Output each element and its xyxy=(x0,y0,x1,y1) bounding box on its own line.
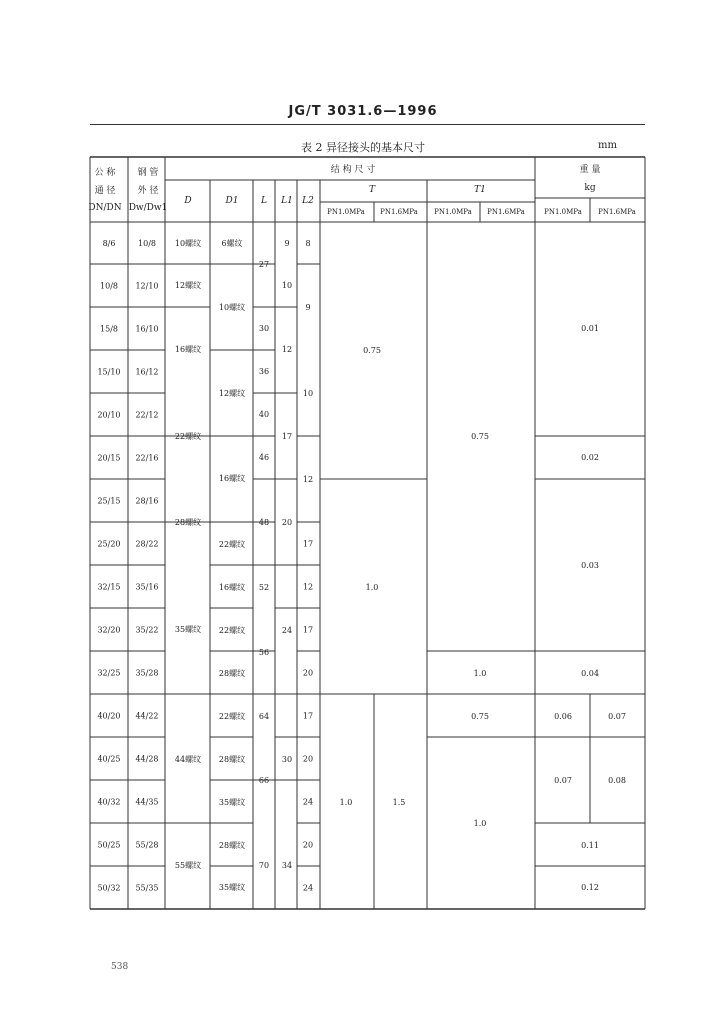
cell-dw: 28/22 xyxy=(135,539,159,549)
cell-L1: 24 xyxy=(281,626,293,635)
head-T: T xyxy=(368,185,376,195)
cell-D: 22螺纹 xyxy=(174,432,202,441)
cell-dn: 50/32 xyxy=(97,883,121,893)
cell-L: 56 xyxy=(258,648,270,657)
standard-header: JG/T 3031.6—1996 xyxy=(288,104,438,119)
cell-L: 46 xyxy=(258,453,270,462)
cell-dn: 20/15 xyxy=(97,453,121,463)
cell-L2: 9 xyxy=(305,303,311,312)
cell-dw: 28/16 xyxy=(135,496,159,506)
head-D1: D1 xyxy=(225,196,239,206)
cell-dw: 22/16 xyxy=(135,453,159,463)
cell-dw: 35/28 xyxy=(135,668,159,678)
cell-dn: 32/15 xyxy=(97,582,121,592)
cell-D1: 16螺纹 xyxy=(218,474,246,483)
cell-T: 1.5 xyxy=(392,798,406,807)
cell-L: 9 xyxy=(284,239,290,248)
head-weight-unit: kg xyxy=(584,183,596,193)
cell-weight: 0.02 xyxy=(581,453,599,462)
cell-weight: 0.12 xyxy=(581,883,599,892)
head-dw-1: 钢 管 xyxy=(137,168,159,178)
cell-D1: 16螺纹 xyxy=(218,583,246,592)
cell-L: 64 xyxy=(258,712,270,721)
cell-dn: 32/25 xyxy=(97,668,121,678)
cell-dn: 15/8 xyxy=(100,324,118,334)
cell-dn: 25/15 xyxy=(97,496,121,506)
cell-dw: 12/10 xyxy=(135,281,159,291)
table-caption: 表 2 异径接头的基本尺寸 xyxy=(301,141,425,154)
cell-L: 27 xyxy=(258,260,270,269)
cell-T1: 0.75 xyxy=(471,712,489,721)
cell-dn: 20/10 xyxy=(97,410,121,420)
cell-dw: 16/12 xyxy=(135,367,159,377)
head-weight-group: 重 量 xyxy=(579,165,601,175)
cell-D: 35螺纹 xyxy=(174,625,202,634)
cell-L2: 20 xyxy=(302,754,314,764)
cell-L2: 20 xyxy=(302,840,314,850)
cell-L2: 24 xyxy=(302,797,314,807)
head-T1-pn10: PN1.0MPa xyxy=(434,208,472,216)
cell-D1: 35螺纹 xyxy=(218,798,246,807)
cell-dn: 32/20 xyxy=(97,625,121,635)
cell-D: 28螺纹 xyxy=(174,518,202,527)
cell-L2: 17 xyxy=(302,539,314,549)
cell-T1: 0.75 xyxy=(471,432,489,441)
cell-weight: 0.07 xyxy=(554,776,572,785)
cell-dw: 35/16 xyxy=(135,582,159,592)
cell-dn: 25/20 xyxy=(97,539,121,549)
page-number: 538 xyxy=(111,962,129,972)
cell-L: 48 xyxy=(258,518,270,527)
table-cells xyxy=(88,163,635,893)
head-dn-3: DN/DN xyxy=(88,203,122,213)
cell-L2: 10 xyxy=(302,389,314,398)
cell-weight: 0.03 xyxy=(581,561,599,570)
cell-L: 40 xyxy=(258,410,270,419)
head-D: D xyxy=(184,196,192,206)
cell-D1: 10螺纹 xyxy=(218,303,246,312)
cell-dw: 44/22 xyxy=(135,711,159,721)
table-unit: mm xyxy=(598,140,617,151)
cell-L: 66 xyxy=(258,776,270,785)
cell-dw: 44/28 xyxy=(135,754,159,764)
cell-T1: 1.0 xyxy=(473,669,487,678)
cell-dn: 8/6 xyxy=(102,239,116,248)
cell-D1: 28螺纹 xyxy=(218,755,246,764)
head-W-pn16: PN1.6MPa xyxy=(598,208,636,216)
cell-dn: 40/20 xyxy=(97,711,121,721)
cell-dw: 16/10 xyxy=(135,324,159,334)
cell-weight: 0.06 xyxy=(554,712,572,721)
table-grid-lines xyxy=(90,157,645,909)
head-L: L xyxy=(261,196,267,206)
cell-T: 1.0 xyxy=(365,583,379,592)
cell-D1: 28螺纹 xyxy=(218,669,246,678)
head-T-pn10: PN1.0MPa xyxy=(327,208,365,216)
head-W-pn10: PN1.0MPa xyxy=(544,208,582,216)
cell-D1: 6螺纹 xyxy=(221,239,243,248)
cell-L2: 17 xyxy=(302,625,314,635)
cell-dw: 35/22 xyxy=(135,625,159,635)
cell-dw: 10/8 xyxy=(138,239,156,248)
cell-L1: 34 xyxy=(281,861,293,870)
cell-dn: 40/32 xyxy=(97,797,121,807)
head-L1: L1 xyxy=(281,196,293,206)
cell-L2: 12 xyxy=(302,475,314,484)
cell-L1: 17 xyxy=(281,432,293,441)
cell-D1: 35螺纹 xyxy=(218,883,246,892)
cell-weight: 0.07 xyxy=(608,712,626,721)
head-dn-2: 通 径 xyxy=(94,186,116,196)
cell-L2: 20 xyxy=(302,668,314,678)
cell-D: 12螺纹 xyxy=(174,281,202,290)
cell-L: 70 xyxy=(258,861,270,870)
cell-dn: 50/25 xyxy=(97,840,121,850)
head-struct-group: 结 构 尺 寸 xyxy=(330,165,376,175)
head-dn-1: 公 称 xyxy=(94,168,116,178)
cell-dw: 22/12 xyxy=(135,410,159,420)
cell-L: 30 xyxy=(258,324,270,333)
cell-weight: 0.01 xyxy=(581,324,599,333)
cell-L1: 30 xyxy=(281,755,293,764)
cell-dn: 40/25 xyxy=(97,754,121,764)
cell-L1: 20 xyxy=(281,518,293,527)
head-dw-3: Dw/Dw1 xyxy=(128,203,168,213)
cell-T1: 1.0 xyxy=(473,819,487,828)
cell-D1: 22螺纹 xyxy=(218,712,246,721)
cell-L: 36 xyxy=(258,367,270,376)
cell-L: 52 xyxy=(258,583,270,592)
head-dw-2: 外 径 xyxy=(137,186,159,196)
cell-dn: 10/8 xyxy=(100,281,118,291)
cell-D1: 12螺纹 xyxy=(218,389,246,398)
head-T-pn16: PN1.6MPa xyxy=(380,208,418,216)
cell-L1: 10 xyxy=(281,281,293,290)
cell-T: 1.0 xyxy=(339,798,353,807)
cell-dn: 15/10 xyxy=(97,367,121,377)
cell-weight: 0.04 xyxy=(581,669,599,678)
head-T1: T1 xyxy=(474,185,486,195)
cell-D: 55螺纹 xyxy=(174,861,202,870)
cell-L2: 12 xyxy=(302,582,314,592)
cell-T: 0.75 xyxy=(363,346,381,355)
cell-L2: 8 xyxy=(305,239,311,248)
cell-weight: 0.08 xyxy=(608,776,626,785)
cell-L1: 12 xyxy=(281,345,293,354)
cell-L2: 17 xyxy=(302,711,314,721)
cell-D1: 22螺纹 xyxy=(218,540,246,549)
cell-D: 16螺纹 xyxy=(174,345,202,354)
cell-dw: 55/28 xyxy=(135,840,159,850)
cell-D1: 22螺纹 xyxy=(218,626,246,635)
head-L2: L2 xyxy=(302,196,314,206)
cell-D1: 28螺纹 xyxy=(218,841,246,850)
cell-D: 10螺纹 xyxy=(174,239,202,248)
cell-dw: 55/35 xyxy=(135,883,159,893)
head-T1-pn16: PN1.6MPa xyxy=(487,208,525,216)
cell-L2: 24 xyxy=(302,883,314,893)
cell-dw: 44/35 xyxy=(135,797,159,807)
cell-weight: 0.11 xyxy=(581,841,599,850)
cell-D: 44螺纹 xyxy=(174,755,202,764)
